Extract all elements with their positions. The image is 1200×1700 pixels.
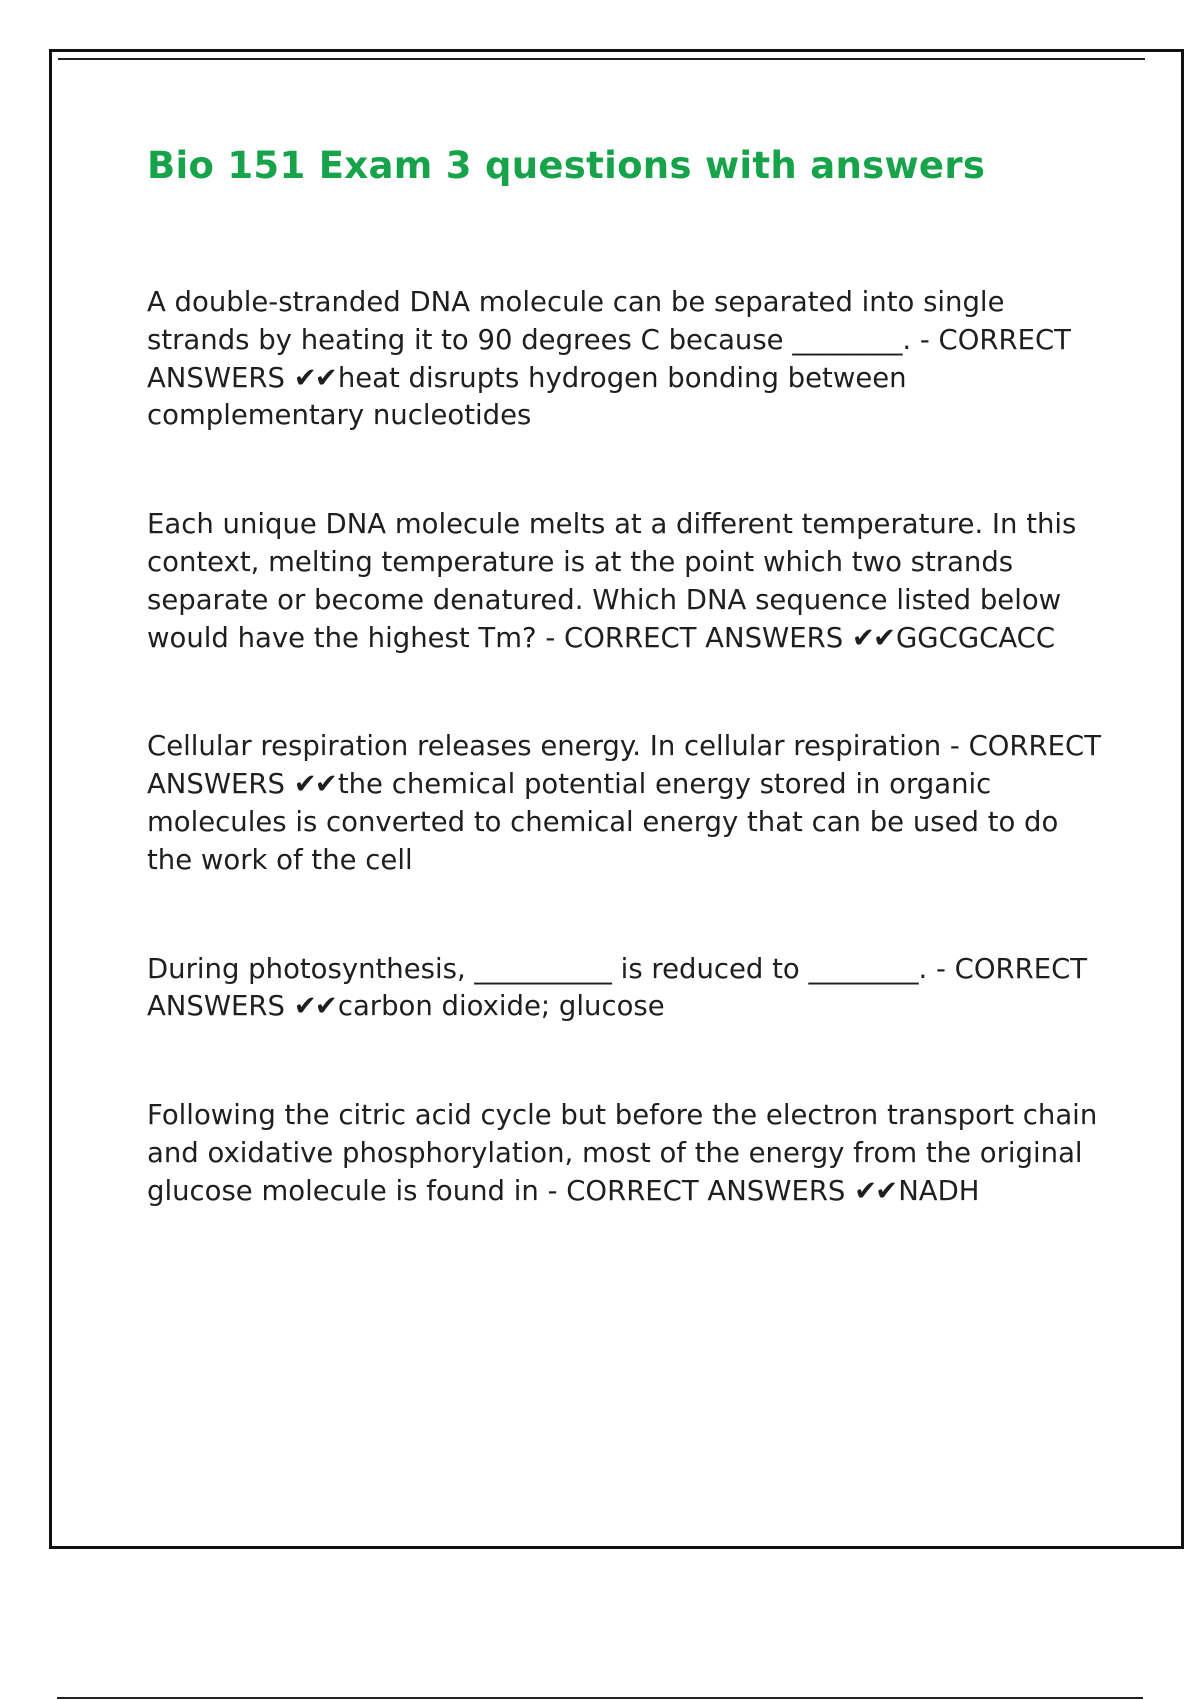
question-separator: - [538, 1174, 567, 1207]
spacer [147, 435, 1107, 506]
spacer [147, 1026, 1107, 1097]
question-text: Following the citric acid cycle but before the electron transport chain and oxidative phosphorylation, most of the energy from the original glucose molecule is found in [147, 1099, 1098, 1207]
qa-item-4 [147, 951, 1107, 1027]
correct-answers-label: CORRECT ANSWERS [566, 1174, 846, 1207]
correct-answers-label: CORRECT ANSWERS [147, 730, 1102, 801]
qa-item-2 [147, 506, 1107, 657]
question-separator: - [911, 323, 939, 356]
qa-list [147, 284, 1107, 1211]
question-text: During photosynthesis, __________ is reduced to ________. [147, 952, 928, 985]
double-check-icon: ✔✔ [851, 621, 894, 654]
correct-answers-label: CORRECT ANSWERS [147, 323, 1071, 394]
answer-text: the chemical potential energy stored in organic molecules is converted to chemical energy that can be used to do the work of the cell [147, 768, 1059, 876]
question-text: Each unique DNA molecule melts at a different temperature. In this context, melting temperature is at the point which two strands separate or become denatured. Which DNA sequence listed below would have the highest Tm? [147, 508, 1077, 654]
double-check-icon: ✔✔ [293, 990, 336, 1023]
correct-answers-label: CORRECT ANSWERS [147, 952, 1088, 1023]
document-title: Bio 151 Exam 3 questions with answers [147, 144, 986, 187]
question-text: Cellular respiration releases energy. In cellular respiration [147, 730, 942, 763]
top-divider [58, 58, 1145, 60]
double-check-icon: ✔✔ [293, 361, 336, 394]
bottom-divider [57, 1697, 1143, 1699]
question-text: A double-stranded DNA molecule can be separated into single strands by heating it to 90 degrees C because ________. [147, 286, 1005, 356]
qa-item-3 [147, 728, 1107, 879]
double-check-icon: ✔✔ [854, 1174, 897, 1207]
question-separator: - [927, 952, 955, 985]
answer-text: carbon dioxide; glucose [337, 990, 665, 1023]
qa-item-1 [147, 284, 1107, 435]
answer-text: NADH [898, 1174, 980, 1207]
answer-text: heat disrupts hydrogen bonding between complementary nucleotides [147, 361, 907, 432]
page-frame [49, 49, 1184, 1549]
double-check-icon: ✔✔ [293, 768, 336, 801]
question-separator: - [941, 730, 969, 763]
question-separator: - [536, 621, 564, 654]
spacer [147, 657, 1107, 728]
answer-text: GGCGCACC [896, 621, 1056, 654]
correct-answers-label: CORRECT ANSWERS [564, 621, 844, 654]
qa-item-5 [147, 1097, 1107, 1210]
spacer [147, 880, 1107, 951]
